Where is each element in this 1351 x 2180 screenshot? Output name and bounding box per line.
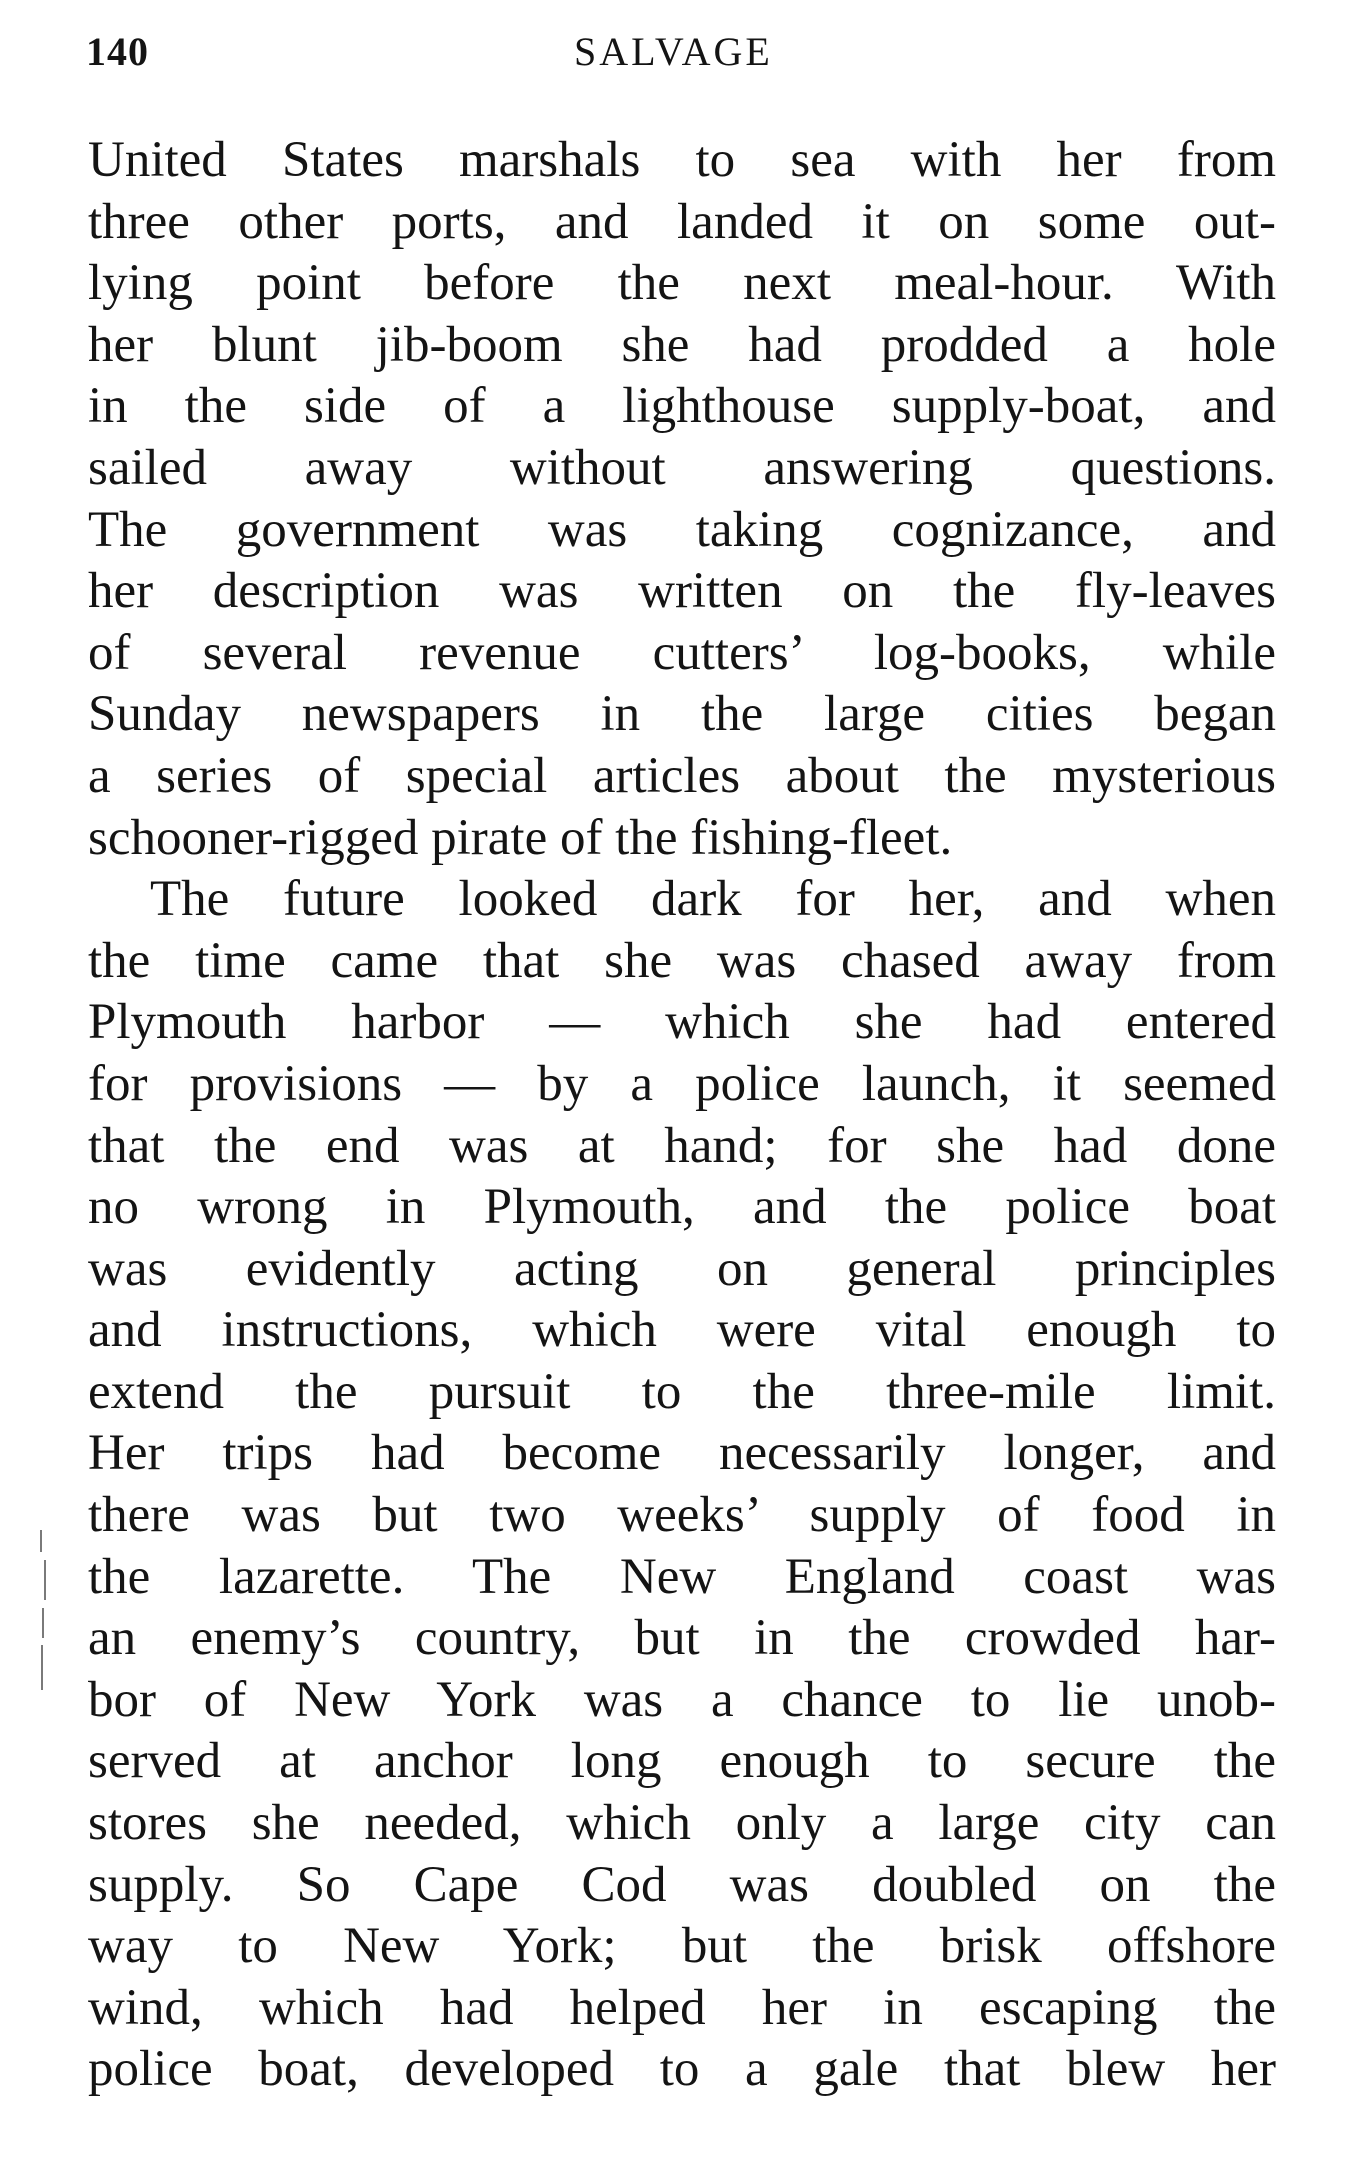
- text-line: The future looked dark for her, and when: [150, 871, 1276, 928]
- page-number: 140: [86, 29, 149, 74]
- text-line: was evidently acting on general principles: [88, 1240, 1276, 1297]
- text-line: her description was written on the fly-leaves: [88, 563, 1276, 620]
- text-line: there was but two weeks’ supply of food in: [88, 1487, 1276, 1544]
- text-line: a series of special articles about the mysterious: [88, 747, 1276, 804]
- text-line: wind, which had helped her in escaping the: [88, 1979, 1276, 2036]
- text-line: schooner-rigged pirate of the fishing-fleet.: [88, 809, 953, 866]
- text-line: that the end was at hand; for she had done: [88, 1117, 1276, 1174]
- text-line: for provisions — by a police launch, it seemed: [88, 1055, 1276, 1112]
- text-line: way to New York; but the brisk offshore: [88, 1918, 1276, 1975]
- text-line: supply. So Cape Cod was doubled on the: [88, 1856, 1276, 1913]
- text-line: served at anchor long enough to secure the: [88, 1733, 1276, 1790]
- running-head: [86, 28, 1276, 78]
- text-line: United States marshals to sea with her from: [88, 132, 1276, 188]
- text-line: Sunday newspapers in the large cities began: [88, 686, 1276, 743]
- running-title: SALVAGE: [574, 29, 773, 74]
- text-line: extend the pursuit to the three-mile limit.: [88, 1363, 1276, 1420]
- text-line: Plymouth harbor — which she had entered: [88, 994, 1276, 1051]
- margin-scratch-mark: [38, 1530, 52, 1690]
- text-line: sailed away without answering questions.: [88, 439, 1276, 496]
- text-line: police boat, developed to a gale that blew her: [88, 2041, 1276, 2098]
- text-line: stores she needed, which only a large city can: [88, 1795, 1276, 1852]
- text-line: her blunt jib-boom she had prodded a hole: [88, 316, 1276, 373]
- text-line: bor of New York was a chance to lie unob-: [88, 1671, 1276, 1728]
- paragraph: [88, 130, 1276, 869]
- text-line: an enemy’s country, but in the crowded har-: [88, 1610, 1276, 1667]
- text-line: of several revenue cutters’ log-books, while: [88, 624, 1276, 681]
- text-line: The government was taking cognizance, and: [88, 501, 1276, 558]
- paragraph: [88, 869, 1276, 2101]
- text-line: no wrong in Plymouth, and the police boat: [88, 1179, 1276, 1236]
- text-line: three other ports, and landed it on some out-: [88, 193, 1276, 250]
- body-text: [88, 130, 1276, 2101]
- text-line: Her trips had become necessarily longer, and: [88, 1425, 1276, 1482]
- text-line: lying point before the next meal-hour. With: [88, 255, 1276, 312]
- text-line: in the side of a lighthouse supply-boat, and: [88, 378, 1276, 435]
- text-line: and instructions, which were vital enough to: [88, 1302, 1276, 1359]
- text-line: the lazarette. The New England coast was: [88, 1548, 1276, 1605]
- text-line: the time came that she was chased away from: [88, 932, 1276, 989]
